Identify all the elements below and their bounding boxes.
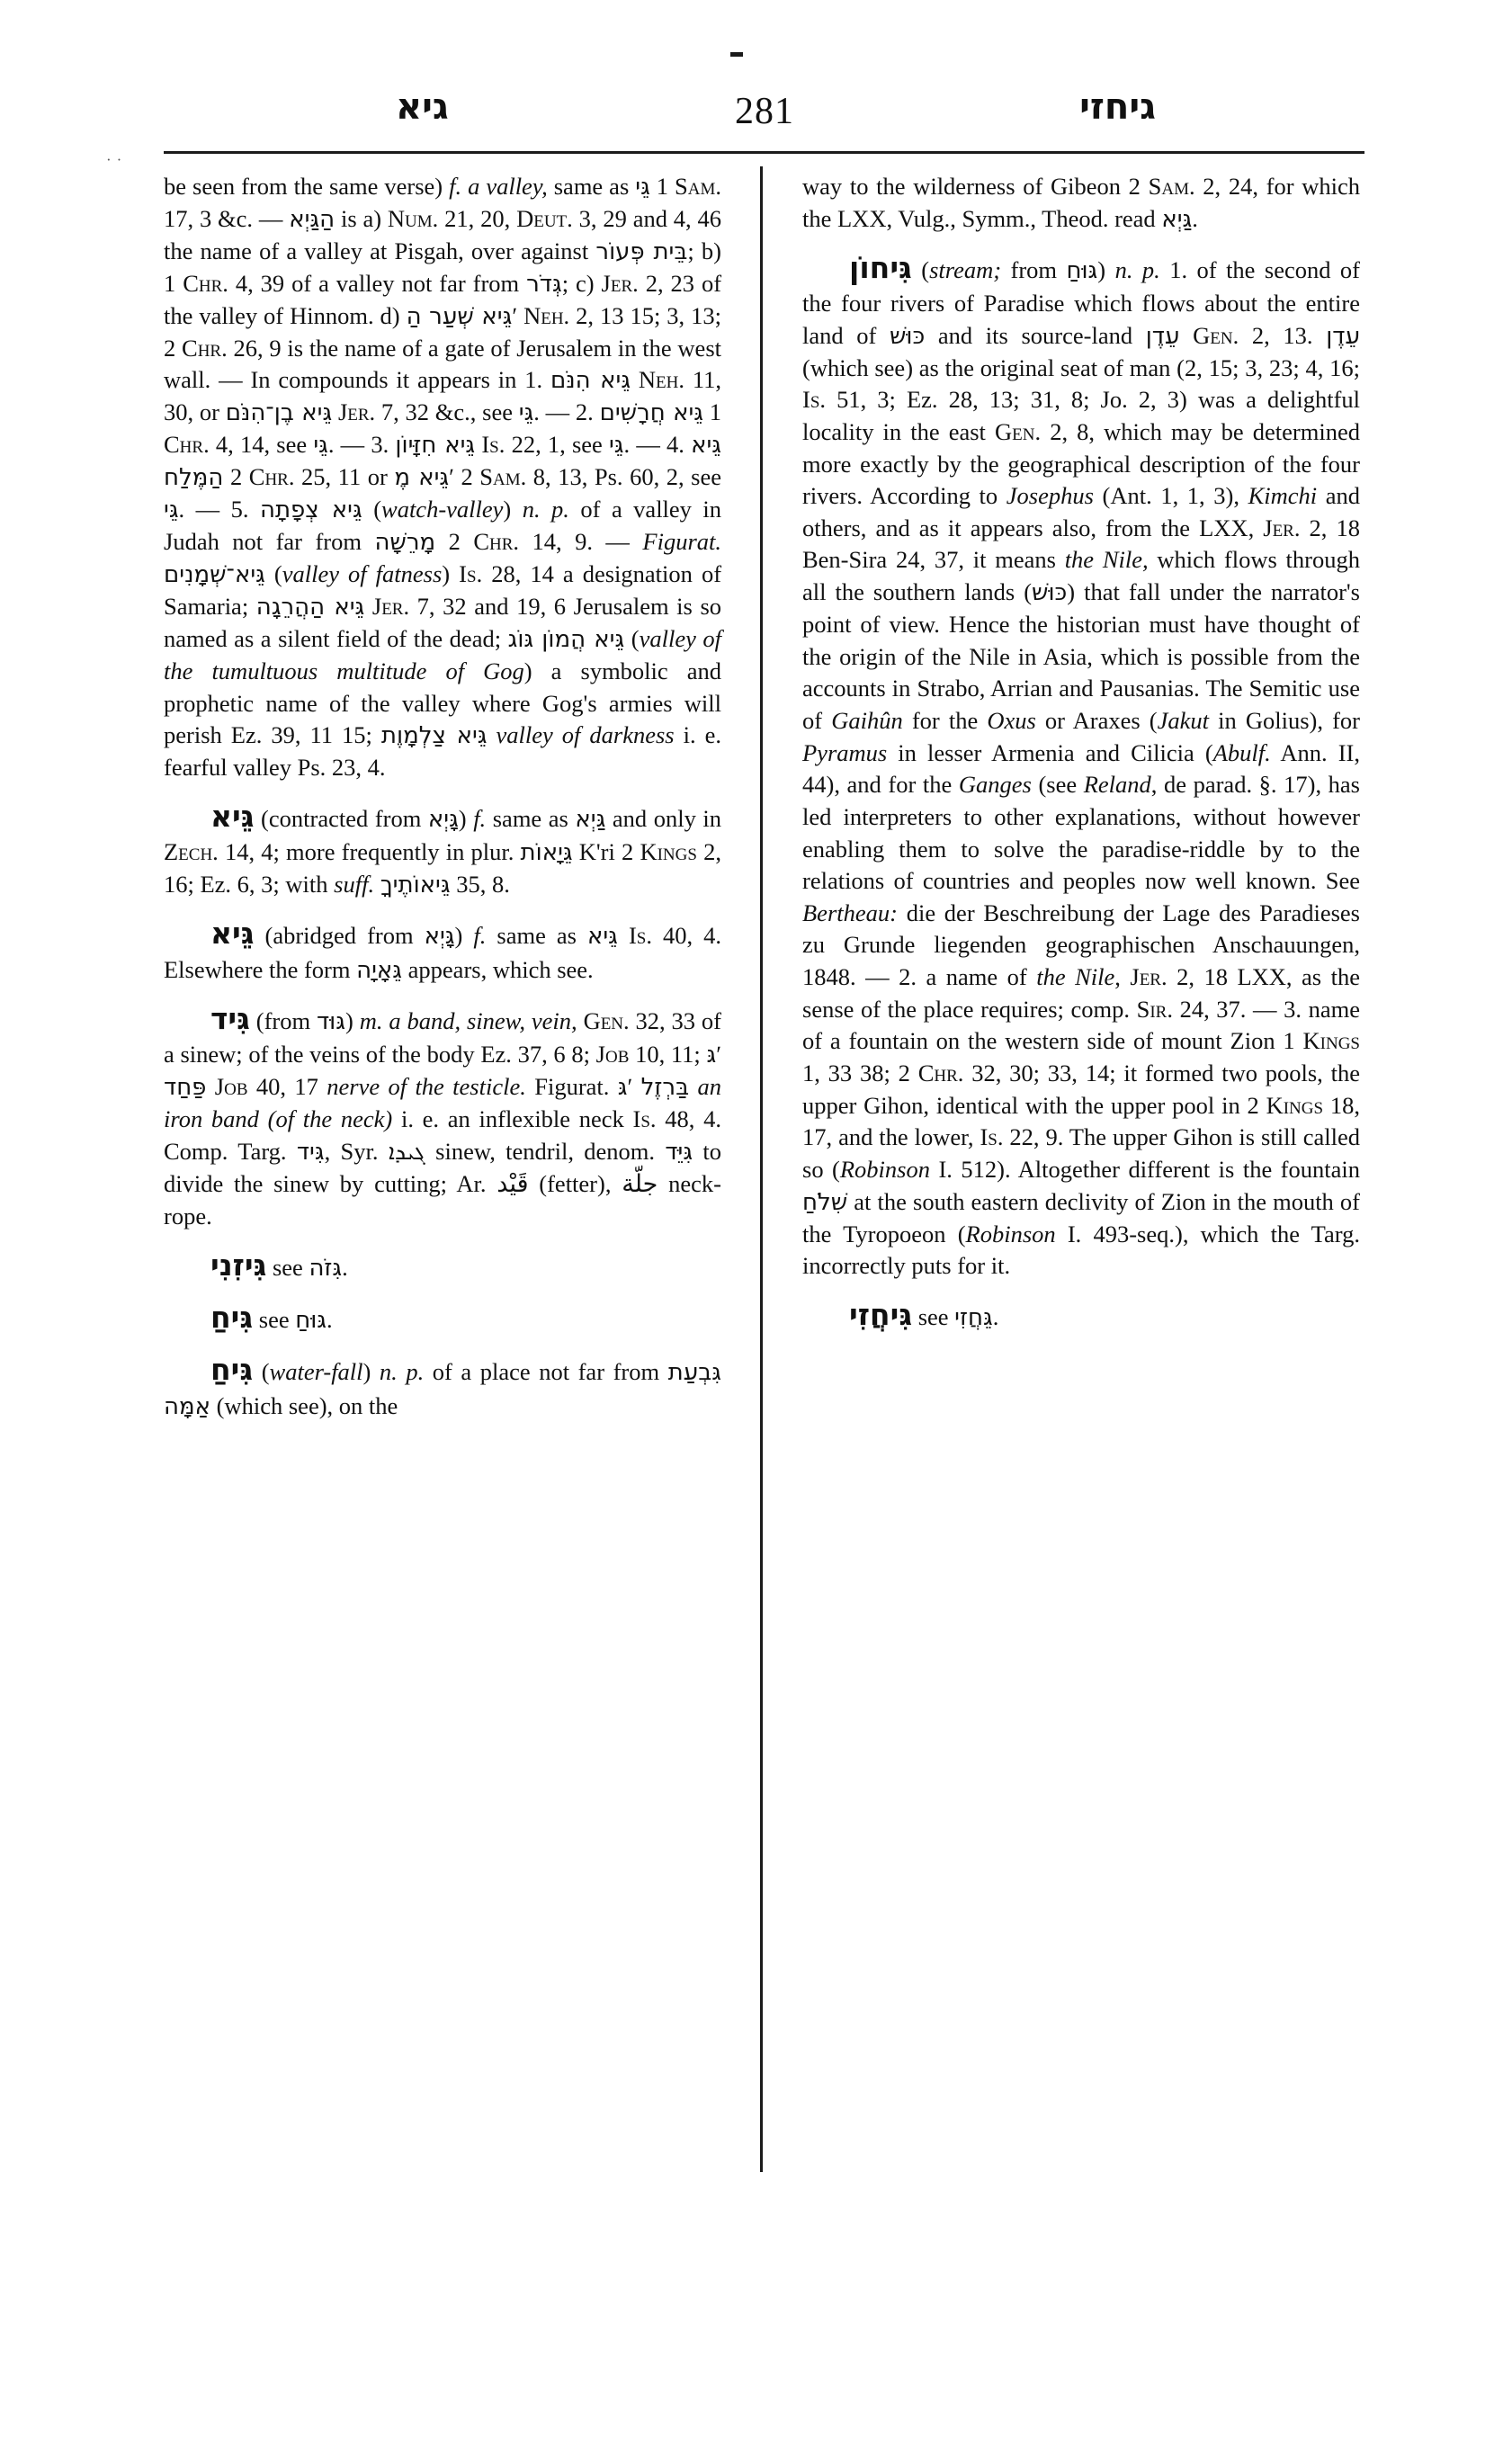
entry-paragraph: גִּיחֲזִי see גֵּחֲזִי. bbox=[849, 1296, 999, 1332]
page-number: 281 bbox=[735, 91, 794, 132]
left-column bbox=[164, 171, 721, 1423]
entry-paragraph: גִּיחַ (water-fall) n. p. of a place not far from גִּבְעַת אַמָּה (which see), on the bbox=[164, 1352, 722, 1420]
margin-speck: ·· bbox=[106, 151, 128, 168]
header-left-hebrew-catchword: גיא bbox=[396, 86, 449, 128]
header-right-hebrew-catchword: גיחזי bbox=[1079, 86, 1156, 128]
entry-paragraph: be seen from the same verse) f. a valley, same as גֵּי 1 Sam. 17, 3 &c. — הַגַּיְא is a) Num. 21, 20, Deut. 3, 29 and 4, 46 the name of a valley at Pisgah, over against בֵּית פְּעוֹר; b) 1 Chr. 4, 39 of a valley not far from גְּדֹר; c) Jer. 2, 23 of the valley of Hinnom. d) גֵּיא שְׁעַר הַʹ Neh. 2, 13 15; 3, 13; 2 Chr. 26, 9 is the name of a gate of Jerusalem in the west wall. — In compounds it appears in 1. גֵּיא הִנֹּם Neh. 11, 30, or גֵּיא בֶן־הִנֹּם Jer. 7, 32 &c., see גֵּי. — 2. גֵּיא חֲרָשִׁים 1 Chr. 4, 14, see גֵּי. — 3. גֵּיא חִזָּיוֹן Is. 22, 1, see גֵּי. — 4. גֵּיא הַמֶּלַח 2 Chr. 25, 11 or גֵּיא מֶʹ 2 Sam. 8, 13, Ps. 60, 2, see גֵּי. — 5. גֵּיא צְפָתָה (watch-valley) n. p. of a valley in Judah not far from מָרֵשָׁה 2 Chr. 14, 9. — Figurat. גֵּיא־שְׁמָנִים (valley of fatness) Is. 28, 14 a designation of Samaria; גֵּיא הַהֲרֵגָה Jer. 7, 32 and 19, 6 Jerusalem is so named as a silent field of the dead; גֵּיא הֲמוֹן גּוֹג (valley of the tumultuous multitude of Gog) a symbolic and prophetic name of the valley where Gog's armies will perish Ez. 39, 11 15; גֵּיא צַלְמָוֶת valley of darkness i. e. fearful valley Ps. 23, 4. bbox=[164, 173, 722, 782]
header-rule bbox=[164, 151, 1364, 154]
entry-paragraph: גִּיחוֹן (stream; from גּוּחַ) n. p. 1. of the second of the four rivers of Paradise which flows about the entire land of כּוּשׁ and its source-land עֵדֶן Gen. 2, 13. עֵדֶן (which see) as the original seat of man (2, 15; 3, 23; 4, 16; Is. 51, 3; Ez. 28, 13; 31, 8; Jo. 2, 3) was a delightful locality in the east Gen. 2, 8, which may be determined more exactly by the geographical description of the four rivers. According to Josephus (Ant. 1, 1, 3), Kimchi and others, and as it appears also, from the LXX, Jer. 2, 18 Ben-Sira 24, 37, it means the Nile, which flows through all the southern lands (כּוּשׁ) that fall under the narrator's point of view. Hence the historian must have thought of the origin of the Nile in Asia, which is possible from the accounts in Strabo, Arrian and Pausanias. The Semitic use of Gaihûn for the Oxus or Araxes (Jakut in Golius), for Pyramus in lesser Armenia and Cilicia (Abulf. Ann. II, 44), and for the Ganges (see Reland, de parad. §. 17), has led interpreters to other explanations, without however enabling them to solve the paradise-riddle by to the relations of countries and peoples now well known. See Bertheau: die der Beschreibung der Lage des Paradieses zu Grunde liegenden geographischen Anschauungen, 1848. — 2. a name of the Nile, Jer. 2, 18 LXX, as the sense of the place requires; comp. Sir. 24, 37. — 3. name of a fountain on the western side of mount Zion 1 Kings 1, 33 38; 2 Chr. 32, 30; 33, 14; it formed two pools, the upper Gihon, identical with the upper pool in 2 Kings 18, 17, and the lower, Is. 22, 9. The upper Gihon is still called so (Robinson I. 512). Altogether different is the fountain שִׁלֹחַ at the south eastern declivity of Zion in the mouth of the Tyropoeon (Robinson I. 493-seq.), which the Targ. incorrectly puts for it. bbox=[802, 249, 1361, 1280]
entry-paragraph: גִּיזִנִי see גִּזֹה. bbox=[210, 1247, 348, 1283]
entry-paragraph: גִּיחַ see גּוּחַ. bbox=[210, 1300, 333, 1335]
registration-tick-mark bbox=[730, 52, 743, 57]
entry-paragraph: גִּיד (from גּוּד) m. a band, sinew, vein, Gen. 32, 33 of a sinew; of the veins of the body Ez. 37, 6 8; Job 10, 11; גּʹ פַּחַד Job 40, 17 nerve of the testicle. Figurat. גּʹ בַּרְזֶל an iron band (of the neck) i. e. an inflexible neck Is. 48, 4. Comp. Targ. גִּיד, Syr. ܓܝܕܐ sinew, tendril, denom. גִּיֵּד to divide the sinew by cutting; Ar. قَيْد (fetter), جلّة neck-rope. bbox=[164, 1000, 722, 1229]
column-divider bbox=[760, 166, 763, 2172]
entry-paragraph: גֵּיא (contracted from גָּיְא) f. same as גַּיְא and only in Zech. 14, 4; more frequently in plur. גֵּיָאוֹת K'ri 2 Kings 2, 16; Ez. 6, 3; with suff. גֵּיאוֹתֶיךָ 35, 8. bbox=[164, 799, 721, 899]
entry-paragraph: way to the wilderness of Gibeon 2 Sam. 2, 24, for which the LXX, Vulg., Symm., Theod. read גַּיְא. bbox=[802, 173, 1360, 233]
page-header bbox=[180, 86, 1349, 140]
entry-paragraph: גֵּיא (abridged from גָּיְא) f. same as גֵּיא Is. 40, 4. Elsewhere the form גֵּאָיָה appears, which see. bbox=[164, 916, 722, 984]
right-column bbox=[802, 171, 1360, 1335]
